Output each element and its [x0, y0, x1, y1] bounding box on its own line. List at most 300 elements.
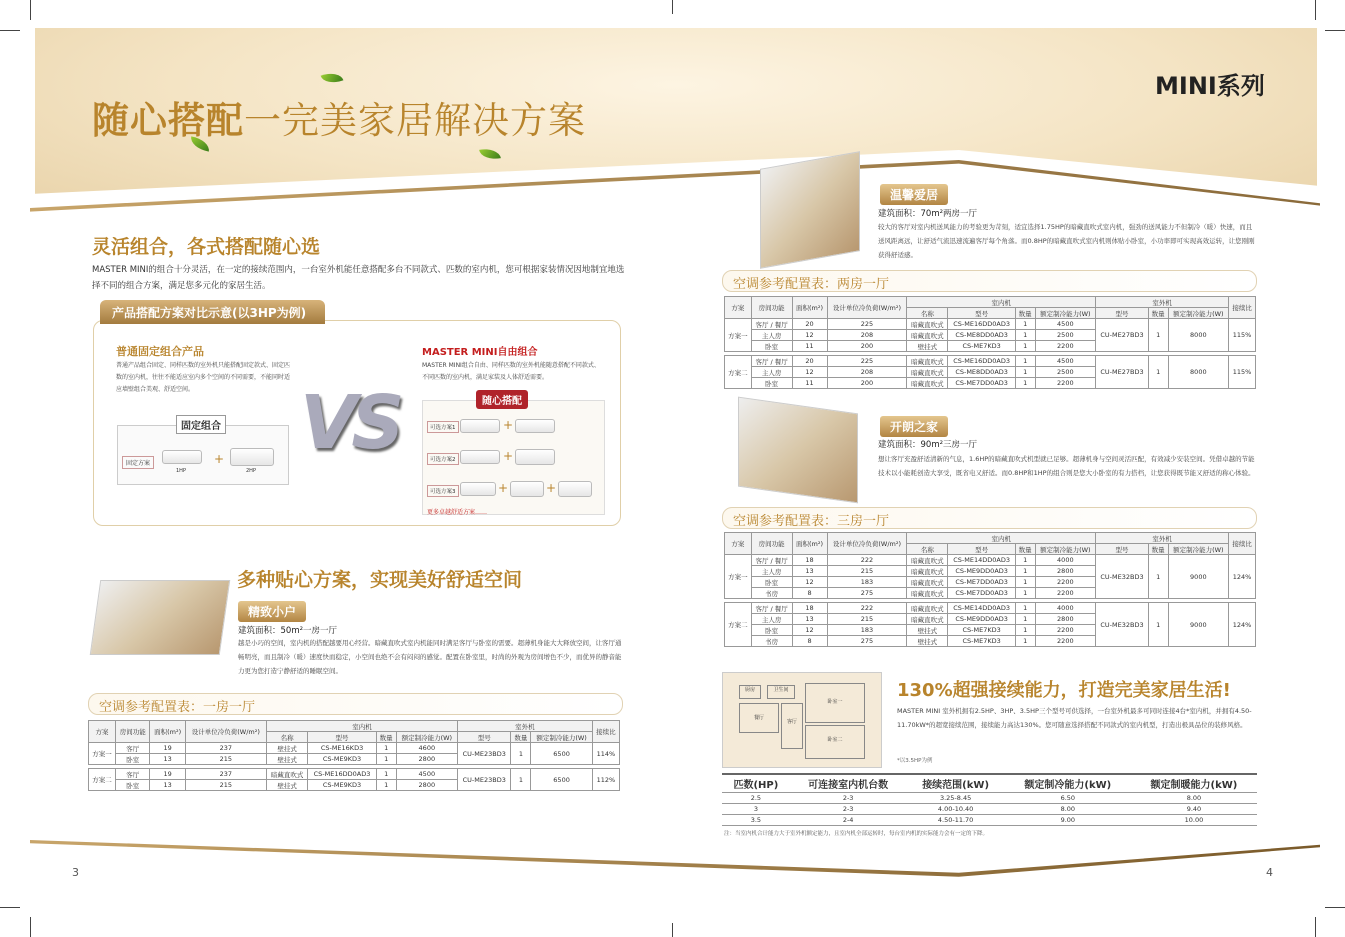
table-cell: CS-ME16DD0AD3	[948, 319, 1015, 330]
master-title: MASTER MINI自由组合	[422, 347, 538, 358]
table-cell: 237	[185, 769, 266, 780]
table-header-cell: 额定制冷能力(W)	[1035, 544, 1096, 555]
table-cell: 2500	[1035, 367, 1096, 378]
table-header-cell: 设计单位冷负荷(W/m²)	[827, 297, 907, 319]
table-cell: 13	[150, 780, 185, 791]
table-row	[722, 814, 1257, 825]
table-cell: 13	[150, 754, 185, 765]
table-header-cell: 额定制冷能力(W)	[396, 732, 457, 743]
table-header-cell: 额定制冷能力(W)	[1035, 308, 1096, 319]
table-cell: 13	[792, 566, 827, 577]
table-cell: 115%	[1229, 356, 1256, 389]
normal-text: 普通产品组合固定、同样匹数的室外机只能搭配固定款式、固定匹数的室内机，往往不能适应室内多个空间的不同需要，不能同时适应墙壁组合美观、舒适空间。	[116, 362, 291, 393]
table-header-cell: 数量	[1015, 308, 1035, 319]
capacity-text: MASTER MINI 室外机拥有2.5HP、3HP、3.5HP三个型号可供选择，一台室外机最多可同时连接4台*室内机，并拥有4.50-11.70kW*的超宽接续范围，接续能力高达130%。您可随意选择搭配不同款式的室内机型，打造出极具品位的装修风格。	[897, 707, 1252, 729]
table-cell: 8.00	[1005, 803, 1131, 814]
table-cell: CS-ME7DD0AD3	[948, 588, 1015, 599]
table-cell: 13	[792, 614, 827, 625]
table-cell: 客厅 / 餐厅	[751, 319, 792, 330]
table-header-row	[725, 533, 1256, 544]
table-cell: 8	[792, 636, 827, 647]
table-cell: 2-4	[790, 814, 907, 825]
table-cell: 2500	[1035, 330, 1096, 341]
table-cell: 1	[1148, 555, 1168, 599]
table-cell: 10.00	[1131, 814, 1257, 825]
table-cell: 客厅	[116, 769, 150, 780]
plus-icon: +	[503, 418, 514, 432]
table-cell: 书房	[751, 588, 792, 599]
more-link[interactable]: 更多卓越舒适方案……	[427, 509, 488, 516]
table-header-cell: 室内机	[907, 533, 1096, 544]
table-cell: 2200	[1035, 577, 1096, 588]
table-header-row	[89, 721, 620, 732]
table-row	[725, 319, 1256, 330]
room-desc: 较大的客厅对室内机送风能力的考验更为苛刻，适宜选择1.75HP的暗藏直吹式室内机，强劲的送风能力不但制冷（暖）快速，而且送风距离远，让舒适气流迅速流遍客厅每个角落。而0.8HP的暗藏直吹式室内机则体贴小卧室，小功率即可实现高效运转，让您刚刚获得舒适感。	[878, 223, 1255, 259]
table-cell: 客厅 / 餐厅	[751, 356, 792, 367]
table-cell: CS-ME7KD3	[948, 636, 1015, 647]
table-cell: 1	[1015, 603, 1035, 614]
table-cell: 方案二	[89, 769, 116, 791]
vs-graphic: VS	[300, 380, 399, 466]
table-cell: 183	[827, 625, 907, 636]
table-row	[725, 356, 1256, 367]
table-cell: 方案一	[725, 555, 752, 599]
ceiling-unit-icon	[510, 481, 544, 497]
table-cell: 方案二	[725, 603, 752, 647]
plan-label: 厨房	[739, 685, 761, 699]
table-cell: 壁挂式	[907, 341, 948, 352]
table-cell: 222	[827, 603, 907, 614]
table-header-cell: 房间功能	[751, 297, 792, 319]
table-header-cell: 数量	[511, 732, 531, 743]
plan-label: 客厅	[781, 703, 803, 749]
table-cell: 2800	[1035, 566, 1096, 577]
table-cell: 11	[792, 341, 827, 352]
table-cell: 2200	[1035, 378, 1096, 389]
table-cell: 暗藏直吹式	[907, 614, 948, 625]
table-cell: 暗藏直吹式	[266, 769, 308, 780]
table-cell: 1	[1015, 625, 1035, 636]
table-cell: 2200	[1035, 588, 1096, 599]
table-cell: CU-ME27BD3	[1096, 356, 1149, 389]
footer-swoosh	[30, 840, 1320, 880]
table-header-cell: 接续范围(kW)	[906, 774, 1004, 792]
table-cell: 112%	[592, 769, 619, 791]
room-desc: 越是小巧的空间，室内机的搭配越要用心经营。暗藏直吹式室内机能同时满足客厅与卧室的需要。超薄机身能大大释放空间，让客厅通畅明亮，而且制冷（暖）速度快而稳定，小空间也绝不会有闷闷的感觉。配置在卧室里，时尚的外观为房间增色不少，而优异的静音能力更为您打造宁静舒适的睡眠空间。	[238, 639, 622, 675]
table-cell: 方案一	[725, 319, 752, 352]
table-title: 空调参考配置表：两房一厅	[722, 270, 1257, 292]
table-header-cell: 设计单位冷负荷(W/m²)	[185, 721, 266, 743]
table-cell: 暗藏直吹式	[907, 378, 948, 389]
room-badge: 精致小户	[238, 601, 306, 622]
table-cell: 20	[792, 319, 827, 330]
table-cell: 1	[1015, 614, 1035, 625]
table-cell: 1	[376, 769, 396, 780]
table-cell: 237	[185, 743, 266, 754]
table-cell: CS-ME8DD0AD3	[948, 330, 1015, 341]
table-cell: 8	[792, 588, 827, 599]
table-cell: 114%	[592, 743, 619, 765]
table-header-cell: 方案	[725, 533, 752, 555]
table-cell: 183	[827, 577, 907, 588]
section-title: 灵活组合，各式搭配随心选	[92, 236, 321, 258]
section-title: 多种贴心方案，实现美好舒适空间	[237, 569, 523, 591]
plus-icon: +	[546, 481, 557, 495]
table-cell: 卧室	[751, 577, 792, 588]
config-table	[724, 296, 1256, 389]
table-cell: CS-ME9DD0AD3	[948, 566, 1015, 577]
table-cell: 1	[1015, 636, 1035, 647]
table-cell: CS-ME9KD3	[308, 780, 376, 791]
table-header-cell: 型号	[948, 308, 1015, 319]
room-badge: 温馨爱居	[880, 184, 948, 205]
table-row	[722, 792, 1257, 803]
table-cell: 124%	[1229, 555, 1256, 599]
table-header-cell: 型号	[458, 732, 511, 743]
table-header-cell: 接续比	[1229, 297, 1256, 319]
table-cell: 18	[792, 603, 827, 614]
table-cell: 1	[376, 754, 396, 765]
table-title: 空调参考配置表：三房一厅	[722, 507, 1257, 529]
table-cell: 1	[1015, 378, 1035, 389]
table-header-cell: 型号	[1096, 308, 1149, 319]
floor-plan	[722, 672, 882, 768]
table-cell: 1	[1015, 577, 1035, 588]
page-number: 4	[1266, 866, 1273, 879]
table-cell: 215	[185, 754, 266, 765]
table-cell: 222	[827, 555, 907, 566]
table-header-cell: 室外机	[1096, 533, 1229, 544]
ac-unit-icon	[515, 419, 555, 433]
table-header-cell: 型号	[308, 732, 376, 743]
table-cell: 208	[827, 367, 907, 378]
table-cell: 9.00	[1005, 814, 1131, 825]
table-cell: 8000	[1168, 356, 1229, 389]
table-cell: 暗藏直吹式	[907, 566, 948, 577]
table-cell: 12	[792, 367, 827, 378]
table-cell: 1	[1015, 566, 1035, 577]
table-header-cell: 室内机	[266, 721, 457, 732]
table-cell: 6500	[531, 769, 592, 791]
table-header-cell: 额定制暖能力(kW)	[1131, 774, 1257, 792]
table-cell: 115%	[1229, 319, 1256, 352]
table-cell: 卧室	[751, 341, 792, 352]
table-cell: 275	[827, 636, 907, 647]
option-label: 可选方案3	[427, 485, 459, 497]
table-cell: 200	[827, 341, 907, 352]
table-header-cell: 数量	[376, 732, 396, 743]
config-table	[724, 532, 1256, 647]
table-cell: 19	[150, 769, 185, 780]
table-cell: 方案二	[725, 356, 752, 389]
table-row	[89, 743, 620, 754]
normal-title: 普通固定组合产品	[116, 345, 204, 358]
table-cell: 暗藏直吹式	[907, 356, 948, 367]
table-header-cell: 设计单位冷负荷(W/m²)	[827, 533, 907, 555]
table-cell: 12	[792, 577, 827, 588]
table-cell: 200	[827, 378, 907, 389]
table-cell: 1	[376, 743, 396, 754]
table-header-cell: 面积(m²)	[792, 533, 827, 555]
table-cell: CS-ME7DD0AD3	[948, 378, 1015, 389]
ac-unit-icon	[460, 419, 500, 433]
ac-unit-icon	[162, 450, 202, 464]
table-cell: 暗藏直吹式	[907, 367, 948, 378]
table-cell: 暗藏直吹式	[907, 577, 948, 588]
table-cell: 2800	[1035, 614, 1096, 625]
table-cell: CS-ME9DD0AD3	[948, 614, 1015, 625]
table-cell: 4.50-11.70	[906, 814, 1004, 825]
capacity-note: *以3.5HP为例	[897, 758, 933, 764]
table-cell: 4600	[396, 743, 457, 754]
ac-unit-icon	[460, 482, 496, 496]
table-header-cell: 匹数(HP)	[722, 774, 790, 792]
table-cell: 4000	[1035, 603, 1096, 614]
unit-label: 1HP	[176, 468, 186, 474]
table-header-cell: 房间功能	[116, 721, 150, 743]
table-cell: 主人房	[751, 367, 792, 378]
table-cell: 1	[1148, 603, 1168, 647]
table-cell: 208	[827, 330, 907, 341]
capacity-table	[722, 773, 1257, 826]
table-cell: 19	[150, 743, 185, 754]
table-header-cell: 方案	[725, 297, 752, 319]
capacity-table-grid	[722, 773, 1257, 826]
table-cell: 3	[722, 803, 790, 814]
table-cell: 客厅	[116, 743, 150, 754]
table-cell: CU-ME32BD3	[1096, 603, 1149, 647]
footnote: 注：当室内机合计能力大于室外机额定能力，且室内机全部运转时，每台室内机的实际能力会有一定的下降。	[724, 831, 989, 837]
table-header-cell: 房间功能	[751, 533, 792, 555]
table-cell: 6500	[531, 743, 592, 765]
room-desc: 想让客厅充盈舒适清新的气息，1.6HP的暗藏直吹式机型就已足够。超薄机身与空间灵活匹配，有效减少安装空间。凭借卓越的节能技术以小能耗创造大享受，既省电又舒适。而0.8HP和1HP的组合则是您大小卧室的有力搭档，让您获得既节能又舒适的称心体验。	[878, 455, 1255, 477]
table-row	[89, 769, 620, 780]
config-table	[88, 720, 620, 791]
table-header-cell: 额定制冷能力(W)	[1168, 308, 1229, 319]
table-cell: CS-ME7DD0AD3	[948, 577, 1015, 588]
table-cell: 暗藏直吹式	[907, 319, 948, 330]
ceiling-unit-icon	[558, 481, 592, 497]
plan-label: 卧室二	[805, 725, 865, 759]
table-cell: CS-ME8DD0AD3	[948, 367, 1015, 378]
table-cell: 书房	[751, 636, 792, 647]
table-cell: 2200	[1035, 625, 1096, 636]
table-cell: 3.25-8.45	[906, 792, 1004, 803]
table-cell: 2.5	[722, 792, 790, 803]
table-cell: 215	[827, 566, 907, 577]
table-cell: 卧室	[116, 780, 150, 791]
plan-label: 卫生间	[767, 685, 795, 699]
table-cell: 2-3	[790, 803, 907, 814]
table-cell: 1	[1015, 555, 1035, 566]
table-cell: 8.00	[1131, 792, 1257, 803]
plan-label: 餐厅	[739, 703, 779, 733]
table-title: 空调参考配置表：一房一厅	[88, 693, 623, 715]
table-header-cell: 方案	[89, 721, 116, 743]
table-cell: 壁挂式	[266, 780, 308, 791]
table-cell: 壁挂式	[907, 636, 948, 647]
table-cell: 4.00-10.40	[906, 803, 1004, 814]
table-cell: 9000	[1168, 603, 1229, 647]
table-cell: 1	[511, 743, 531, 765]
table-cell: CS-ME14DD0AD3	[948, 555, 1015, 566]
table-cell: 1	[1148, 319, 1168, 352]
option-label: 可选方案2	[427, 453, 459, 465]
table-header-cell: 室内机	[907, 297, 1096, 308]
table-cell: 9000	[1168, 555, 1229, 599]
table-cell: 215	[827, 614, 907, 625]
table-header-row	[722, 774, 1257, 792]
table-header-cell: 接续比	[1229, 533, 1256, 555]
table-cell: 124%	[1229, 603, 1256, 647]
table-cell: 2-3	[790, 792, 907, 803]
table-header-cell: 额定制冷能力(W)	[531, 732, 592, 743]
table-cell: 12	[792, 330, 827, 341]
table-cell: 2200	[1035, 636, 1096, 647]
table-header-cell: 数量	[1148, 544, 1168, 555]
room-illustration	[90, 580, 231, 655]
table-cell: 卧室	[751, 625, 792, 636]
table-cell: 6.50	[1005, 792, 1131, 803]
table-header-cell: 数量	[1015, 544, 1035, 555]
table-cell: 20	[792, 356, 827, 367]
capacity-title: 130%超强接续能力，打造完美家居生活!	[897, 680, 1231, 701]
table-cell: 卧室	[116, 754, 150, 765]
table-cell: 1	[1015, 330, 1035, 341]
table-row	[722, 803, 1257, 814]
table-cell: 1	[1015, 367, 1035, 378]
area-text: 建筑面积：90m²三房一厅	[878, 440, 978, 450]
table-cell: 暗藏直吹式	[907, 603, 948, 614]
table-row	[725, 555, 1256, 566]
table-cell: 主人房	[751, 330, 792, 341]
page-title: 随心搭配一完美家居解决方案	[92, 99, 586, 142]
intro-text: MASTER MINI的组合十分灵活，在一定的接续范围内，一台室外机能任意搭配多台不同款式、匹数的室内机，您可根据家装情况因地制宜地选择不同的组合方案，满足您多元化的家居生活。	[92, 265, 625, 291]
table-cell: 方案一	[89, 743, 116, 765]
plus-icon: +	[214, 452, 225, 466]
master-text: MASTER MINI组合自由、同样匹数的室外机能随意搭配不同款式、不同匹数的室内机，满足家装及人体舒适需要。	[422, 362, 600, 381]
option-label: 可选方案1	[427, 421, 459, 433]
table-header-cell: 面积(m²)	[150, 721, 185, 743]
table-cell: 壁挂式	[907, 625, 948, 636]
table-cell: CU-ME23BD3	[458, 769, 511, 791]
table-cell: 9.40	[1131, 803, 1257, 814]
table-cell: 客厅 / 餐厅	[751, 603, 792, 614]
plus-icon: +	[503, 449, 514, 463]
table-cell: 4500	[1035, 319, 1096, 330]
table-cell: 4500	[396, 769, 457, 780]
table-cell: CS-ME16DD0AD3	[948, 356, 1015, 367]
table-cell: 主人房	[751, 566, 792, 577]
fixed-label: 固定组合	[176, 415, 226, 434]
ac-unit-icon	[460, 450, 500, 464]
table-header-cell: 面积(m²)	[792, 297, 827, 319]
table-cell: 11	[792, 378, 827, 389]
table-cell: CU-ME23BD3	[458, 743, 511, 765]
table-cell: CU-ME27BD3	[1096, 319, 1149, 352]
table-header-cell: 室外机	[458, 721, 593, 732]
ceiling-unit-icon	[230, 448, 274, 466]
config-table-1	[88, 720, 620, 791]
table-header-cell: 型号	[948, 544, 1015, 555]
table-cell: 4500	[1035, 356, 1096, 367]
table-cell: 2800	[396, 754, 457, 765]
plus-icon: +	[498, 481, 509, 495]
table-cell: 1	[511, 769, 531, 791]
table-cell: CS-ME16DD0AD3	[308, 769, 376, 780]
table-cell: 暗藏直吹式	[907, 588, 948, 599]
fixed-plan: 固定方案	[122, 456, 154, 469]
table-cell: 壁挂式	[266, 754, 308, 765]
table-cell: 225	[827, 356, 907, 367]
table-header-cell: 名称	[907, 308, 948, 319]
table-cell: CU-ME32BD3	[1096, 555, 1149, 599]
table-cell: 2200	[1035, 341, 1096, 352]
table-cell: 卧室	[751, 378, 792, 389]
area-text: 建筑面积：70m²两房一厅	[878, 209, 978, 219]
table-cell: 1	[1015, 588, 1035, 599]
table-cell: 3.5	[722, 814, 790, 825]
table-cell: 1	[1015, 319, 1035, 330]
table-cell: 275	[827, 588, 907, 599]
table-cell: 1	[1015, 356, 1035, 367]
table-header-cell: 名称	[266, 732, 308, 743]
room-illustration	[760, 151, 860, 269]
table-cell: CS-ME14DD0AD3	[948, 603, 1015, 614]
table-cell: 1	[376, 780, 396, 791]
table-cell: 暗藏直吹式	[907, 555, 948, 566]
table-cell: 2800	[396, 780, 457, 791]
table-header-cell: 数量	[1148, 308, 1168, 319]
table-header-cell: 型号	[1096, 544, 1149, 555]
plan-label: 卧室一	[805, 683, 865, 723]
free-label: 随心搭配	[476, 390, 528, 409]
room-illustration	[738, 397, 858, 504]
table-cell: 壁挂式	[266, 743, 308, 754]
table-header-row	[725, 297, 1256, 308]
config-table-2	[724, 296, 1256, 389]
compare-title: 产品搭配方案对比示意(以3HP为例)	[100, 300, 325, 324]
page-number: 3	[72, 866, 79, 879]
table-cell: 8000	[1168, 319, 1229, 352]
table-cell: 225	[827, 319, 907, 330]
table-cell: 1	[1148, 356, 1168, 389]
table-cell: CS-ME7KD3	[948, 625, 1015, 636]
table-cell: 1	[1015, 341, 1035, 352]
table-cell: 215	[185, 780, 266, 791]
table-row	[725, 603, 1256, 614]
table-cell: 12	[792, 625, 827, 636]
table-header-cell: 室外机	[1096, 297, 1229, 308]
area-text: 建筑面积：50m²一房一厅	[238, 626, 338, 636]
table-header-cell: 额定制冷能力(W)	[1168, 544, 1229, 555]
table-cell: 主人房	[751, 614, 792, 625]
table-header-cell: 接续比	[592, 721, 619, 743]
table-cell: CS-ME16KD3	[308, 743, 376, 754]
table-cell: 18	[792, 555, 827, 566]
table-header-cell: 名称	[907, 544, 948, 555]
table-cell: CS-ME9KD3	[308, 754, 376, 765]
table-cell: 4000	[1035, 555, 1096, 566]
room-badge: 开朗之家	[880, 416, 948, 437]
table-header-cell: 可连接室内机台数	[790, 774, 907, 792]
mini-series-logo: MINI系列	[1155, 72, 1265, 100]
table-cell: 客厅 / 餐厅	[751, 555, 792, 566]
table-cell: CS-ME7KD3	[948, 341, 1015, 352]
table-cell: 暗藏直吹式	[907, 330, 948, 341]
ceiling-unit-icon	[515, 449, 555, 465]
unit-label: 2HP	[246, 468, 256, 474]
